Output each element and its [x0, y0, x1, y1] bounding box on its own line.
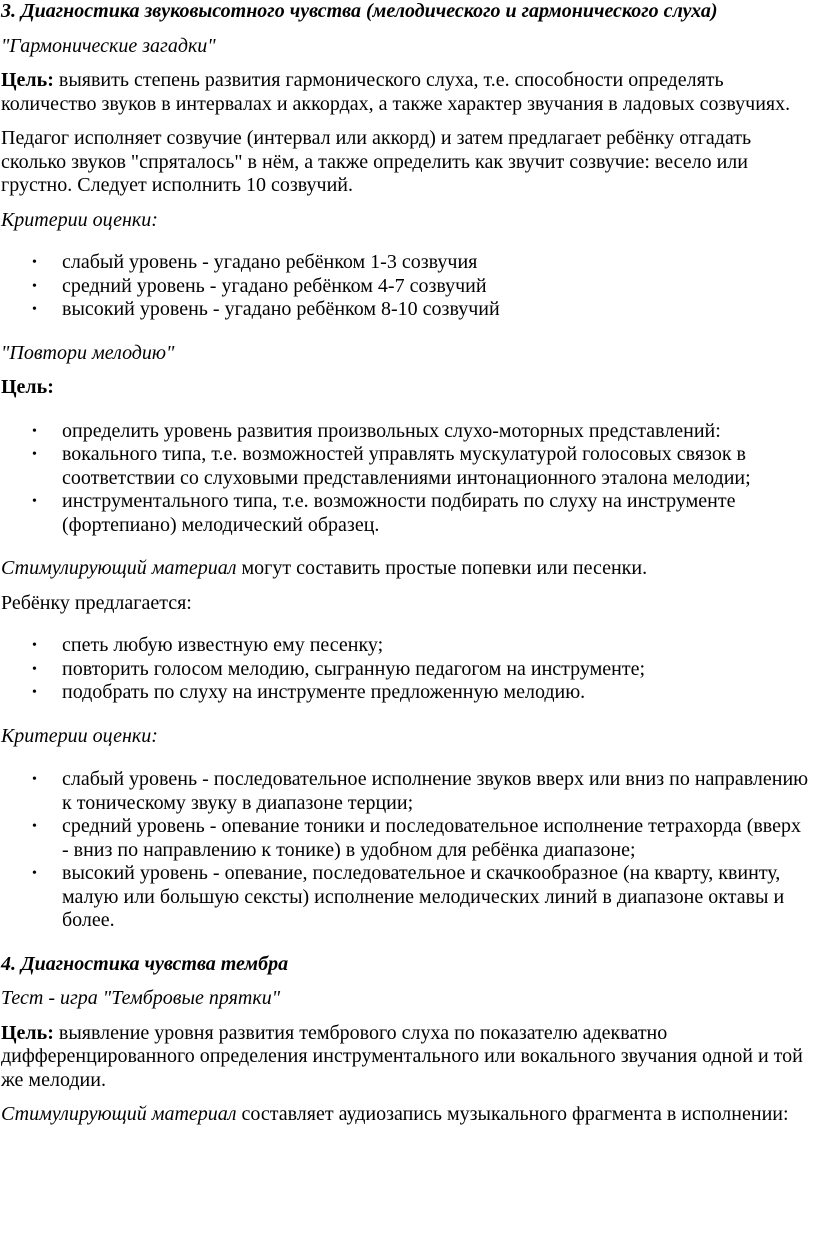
- list-item: • инструментального типа, т.е. возможности подбирать по слуху на инструменте (фортепиано) мелодический образец.: [62, 490, 816, 537]
- game1-title: "Гармонические загадки": [1, 34, 216, 57]
- stimulus-text: могут составить простые попевки или песенки.: [236, 557, 648, 579]
- list-item: • слабый уровень - последовательное исполнение звуков вверх или вниз по направлению к тоническому звуку в диапазоне терции;: [62, 768, 816, 815]
- goal-label: Цель:: [1, 69, 54, 91]
- game1-goal-paragraph: [0, 69, 816, 116]
- section4-stimulus-paragraph: [0, 1103, 816, 1127]
- game2-title: "Повтори мелодию": [1, 341, 175, 364]
- list-item: • подобрать по слуху на инструменте предложенную мелодию.: [62, 681, 816, 705]
- stimulus-label: Стимулирующий материал: [1, 1103, 237, 1125]
- offer-text: Ребёнку предлагается:: [1, 591, 192, 614]
- criteria-label: Критерии оценки:: [1, 208, 158, 231]
- goal-text: выявить степень развития гармонического слуха, т.е. способности определять количество звуков в интервалах и аккордах, а также характер звучания в ладовых созвучиях.: [1, 69, 791, 115]
- list-item: • высокий уровень - угадано ребёнком 8-10 созвучий: [62, 298, 816, 322]
- list-item: • средний уровень - угадано ребёнком 4-7 созвучий: [62, 275, 816, 299]
- goal-text: выявление уровня развития тембрового слуха по показателю адекватно дифференцированного определения инструментального или вокального звучания одной и той же мелодии.: [1, 1021, 803, 1091]
- section4-goal-paragraph: [0, 1022, 816, 1093]
- goal2-label: Цель:: [1, 376, 54, 398]
- list-item: • повторить голосом мелодию, сыгранную педагогом на инструменте;: [62, 658, 816, 682]
- list-item: • средний уровень - опевание тоники и последовательное исполнение тетрахорда (вверх - вниз по направлению к тонике) в удобном для ребёнка диапазоне;: [62, 815, 816, 862]
- goal-label: Цель:: [1, 1021, 54, 1044]
- game1-description: Педагог исполняет созвучие (интервал или аккорд) и затем предлагает ребёнку отгадать сколько звуков "спряталось" в нём, а также определить как звучит созвучие: весело или грустно. Следует исполнить 10 созвучий.: [1, 127, 752, 196]
- section3-heading: 3. Диагностика звуковысотного чувства (мелодического и гармонического слуха): [1, 0, 718, 22]
- list-item: • спеть любую известную ему песенку;: [62, 634, 816, 658]
- list-item: • высокий уровень - опевание, последовательное и скачкообразное (на кварту, квинту, малую или большую сексты) исполнение мелодических линий в диапазоне октавы и более.: [62, 862, 816, 933]
- list-item: • определить уровень развития произвольных слухо-моторных представлений:: [62, 420, 816, 444]
- goal2-list: [0, 420, 816, 538]
- section4-heading: 4. Диагностика чувства тембра: [1, 952, 289, 975]
- stimulus-label: Стимулирующий материал: [1, 557, 237, 579]
- offer-list: [0, 634, 816, 705]
- criteria2-list: [0, 768, 816, 933]
- stimulus-text: составляет аудиозапись музыкального фрагмента в исполнении:: [236, 1103, 789, 1125]
- criteria-list: [0, 251, 816, 322]
- test-title: Тест - игра "Тембровые прятки": [1, 987, 281, 1009]
- stimulus-paragraph: [0, 557, 816, 581]
- criteria2-label: Критерии оценки:: [1, 724, 158, 747]
- list-item: • вокального типа, т.е. возможностей управлять мускулатурой голосовых связок в соответствии со слуховыми представлениями интонационного эталона мелодии;: [62, 443, 816, 490]
- list-item: • слабый уровень - угадано ребёнком 1-3 созвучия: [62, 251, 816, 275]
